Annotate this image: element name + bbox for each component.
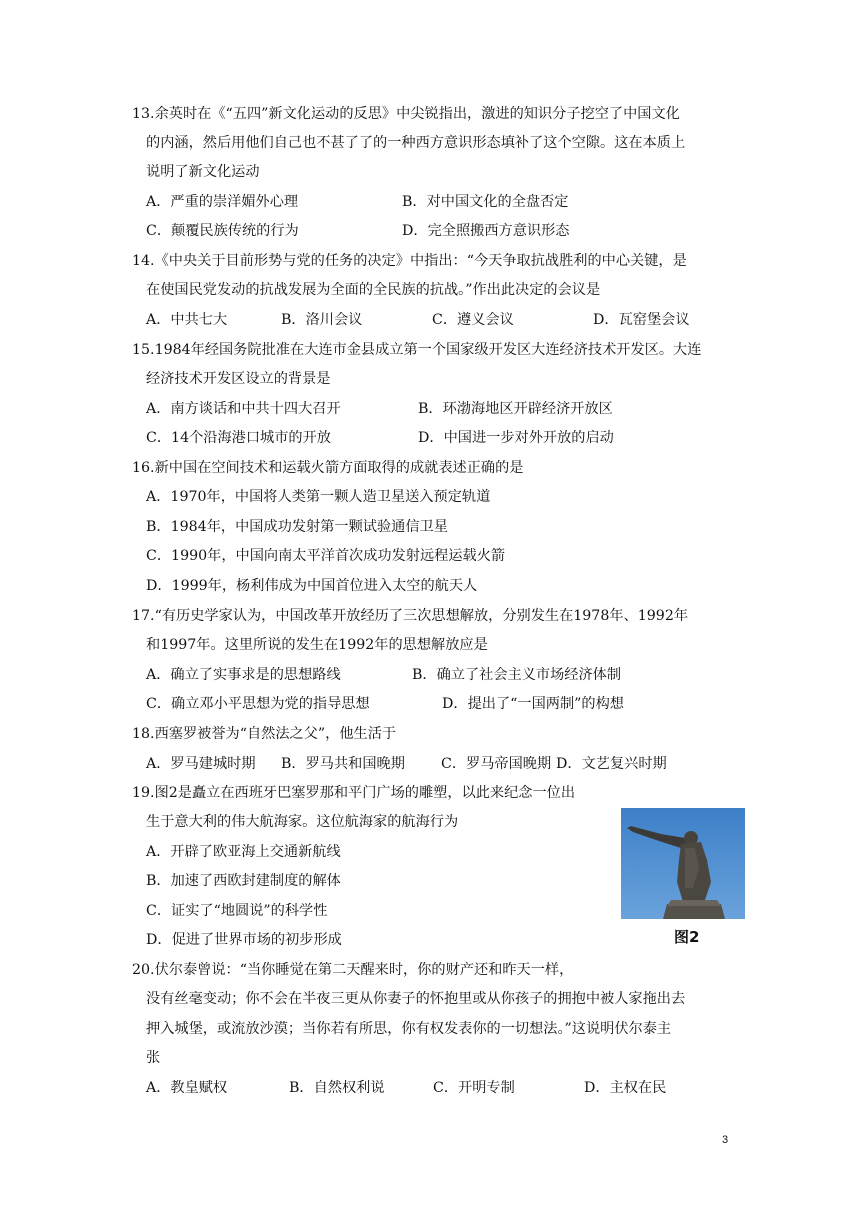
option-d: D．完全照搬西方意识形态: [402, 223, 570, 239]
option-b: B．确立了社会主义市场经济体制: [412, 667, 622, 683]
option-b: B．对中国文化的全盘否定: [402, 194, 569, 210]
option-d: D．瓦窑堡会议: [593, 312, 690, 328]
option-c: C．遵义会议: [432, 312, 514, 328]
question-text: 13.余英时在《“五四”新文化运动的反思》中尖锐指出，激进的知识分子挖空了中国文化: [132, 106, 680, 122]
option-b: B．自然权利说: [289, 1080, 385, 1096]
question-text: 18.西塞罗被誉为“自然法之父”，他生活于: [132, 726, 397, 742]
question-text: 14.《中央关于目前形势与党的任务的决定》中指出：“今天争取抗战胜利的中心关键，是: [132, 253, 687, 269]
option-b: B．1984年，中国成功发射第一颗试验通信卫星: [146, 519, 448, 535]
option-b: B．洛川会议: [281, 312, 363, 328]
option-b: B．环渤海地区开辟经济开放区: [418, 401, 613, 417]
option-a: A．罗马建城时期: [146, 756, 256, 772]
option-d: D．促进了世界市场的初步形成: [146, 932, 342, 948]
option-c: C．确立邓小平思想为党的指导思想: [146, 696, 370, 712]
page-number: 3: [722, 1134, 729, 1146]
option-d: D．文艺复兴时期: [556, 756, 667, 772]
question-text: 没有丝毫变动；你不会在半夜三更从你妻子的怀抱里或从你孩子的拥抱中被人家拖出去: [146, 991, 686, 1007]
question-text: 生于意大利的伟大航海家。这位航海家的航海行为: [146, 814, 459, 830]
option-c: C．颠覆民族传统的行为: [146, 223, 299, 239]
option-c: C．开明专制: [433, 1080, 515, 1096]
option-a: A．中共七大: [146, 312, 228, 328]
option-a: A．南方谈话和中共十四大召开: [146, 401, 341, 417]
question-text: 19.图2是矗立在西班牙巴塞罗那和平门广场的雕塑，以此来纪念一位出: [132, 785, 576, 801]
option-d: D．中国进一步对外开放的启动: [418, 430, 614, 446]
option-c: C．证实了“地圆说”的科学性: [146, 903, 328, 919]
option-c: C．罗马帝国晚期: [441, 756, 552, 772]
question-text: 经济技术开发区设立的背景是: [146, 371, 331, 387]
option-a: A．严重的崇洋媚外心理: [146, 194, 299, 210]
option-c: C．14个沿海港口城市的开放: [146, 430, 331, 446]
question-text: 说明了新文化运动: [146, 164, 260, 180]
question-text: 的内涵，然后用他们自己也不甚了了的一种西方意识形态填补了这个空隙。这在本质上: [146, 135, 686, 151]
question-text: 张: [146, 1050, 161, 1066]
question-text: 在使国民党发动的抗战发展为全面的全民族的抗战。”作出此决定的会议是: [146, 282, 601, 298]
question-text: 20.伏尔泰曾说：“当你睡觉在第二天醒来时，你的财产还和昨天一样，: [132, 962, 574, 978]
statue-photo: [621, 808, 745, 919]
question-text: 16.新中国在空间技术和运载火箭方面取得的成就表述正确的是: [132, 460, 524, 476]
option-a: A．1970年，中国将人类第一颗人造卫星送入预定轨道: [146, 489, 491, 505]
option-b: B．罗马共和国晚期: [281, 756, 405, 772]
option-b: B．加速了西欧封建制度的解体: [146, 873, 341, 889]
option-d: D．主权在民: [584, 1080, 667, 1096]
option-a: A．确立了实事求是的思想路线: [146, 667, 341, 683]
question-text: 和1997年。这里所说的发生在1992年的思想解放应是: [146, 637, 488, 653]
option-a: A．教皇赋权: [146, 1080, 228, 1096]
option-d: D．提出了“一国两制”的构想: [442, 696, 624, 712]
option-a: A．开辟了欧亚海上交通新航线: [146, 844, 341, 860]
question-text: 押入城堡，或流放沙漠；当你若有所思，你有权发表你的一切想法。”这说明伏尔泰主: [146, 1021, 672, 1037]
figure-caption: 图2: [674, 928, 700, 946]
question-text: 15.1984年经国务院批准在大连市金县成立第一个国家级开发区大连经济技术开发区。大连: [132, 342, 702, 358]
question-text: 17.“有历史学家认为，中国改革开放经历了三次思想解放，分别发生在1978年、1992年: [132, 608, 689, 624]
option-c: C．1990年，中国向南太平洋首次成功发射远程运载火箭: [146, 548, 506, 564]
option-d: D．1999年，杨利伟成为中国首位进入太空的航天人: [146, 578, 478, 594]
